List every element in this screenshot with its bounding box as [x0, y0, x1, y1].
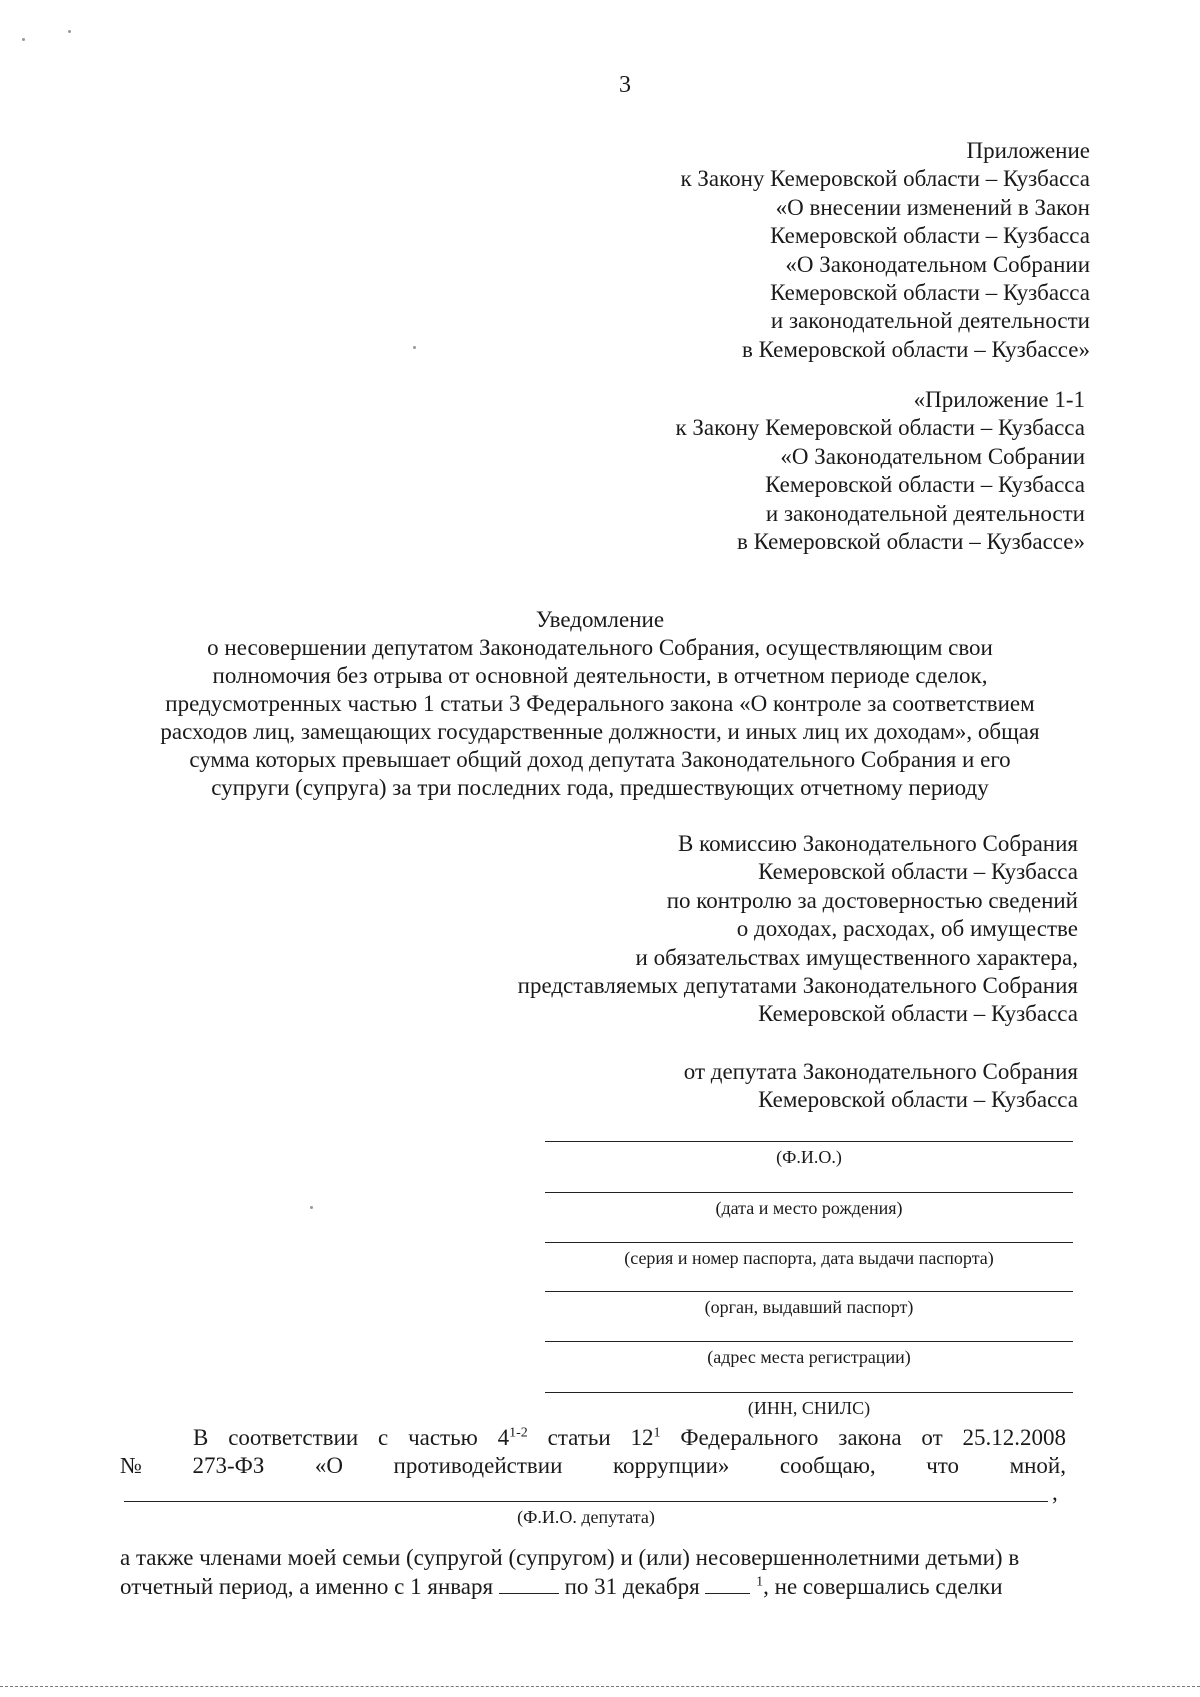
- article-superscript: 1: [653, 1425, 661, 1441]
- body-word: коррупции»: [612, 1453, 730, 1478]
- addressee-line: Кемеровской области – Кузбасса: [758, 1001, 1078, 1027]
- body-word: 273-ФЗ: [192, 1453, 265, 1478]
- deputy-field-comma: ,: [1052, 1480, 1058, 1505]
- addressee-commission: [518, 830, 1078, 1029]
- appendix-inner-header: [675, 386, 1085, 556]
- scan-speck: [68, 30, 71, 33]
- part-number: 4: [497, 1425, 510, 1450]
- passport-issuer-field-label: (орган, выдавший паспорт): [704, 1297, 914, 1317]
- body-word: противодействии: [393, 1453, 563, 1478]
- scan-speck: [413, 346, 416, 349]
- fio-field-label: (Ф.И.О.): [776, 1147, 842, 1167]
- fio-field[interactable]: [545, 1141, 1073, 1168]
- addressee-line: В комиссию Законодательного Собрания: [678, 831, 1078, 856]
- body-text: по 31 декабря: [564, 1574, 700, 1599]
- notice-title: [130, 606, 1070, 802]
- page-number: 3: [619, 72, 631, 98]
- body-word: мной,: [1009, 1453, 1066, 1478]
- year-blank-start[interactable]: [499, 1573, 559, 1594]
- scan-edge-line: [0, 1686, 1200, 1687]
- body-word: статьи: [547, 1425, 611, 1450]
- scan-speck: [310, 1206, 313, 1209]
- address-field-label: (адрес места регистрации): [707, 1347, 911, 1367]
- notice-title-line: о несовершении депутатом Законодательного Собрания, осуществляющим свои: [207, 635, 993, 660]
- body-text: отчетный период, а именно с 1 января: [120, 1574, 494, 1599]
- appendix-line: Кемеровской области – Кузбасса: [770, 223, 1090, 249]
- deputy-name-field[interactable]: [124, 1501, 1048, 1528]
- appendix-header: [680, 137, 1090, 364]
- footnote-marker: 1: [756, 1574, 764, 1590]
- body-word: закона: [838, 1425, 902, 1450]
- part-superscript: 1-2: [509, 1425, 528, 1441]
- deputy-name-label: (Ф.И.О. депутата): [517, 1507, 655, 1527]
- addressee-line: по контролю за достоверностью сведений: [666, 887, 1078, 913]
- notice-title-line: супруги (супруга) за три последних года, предшествующих отчетному периоду: [211, 775, 989, 800]
- body-word: соответствии: [228, 1425, 359, 1450]
- appendix-inner-line: к Закону Кемеровской области – Кузбасса: [675, 415, 1085, 441]
- body-word: №: [120, 1453, 142, 1478]
- scan-speck: [22, 38, 25, 41]
- body-word: от: [921, 1425, 943, 1450]
- appendix-inner-line: «О Законодательном Собрании: [780, 443, 1085, 469]
- appendix-line: и законодательной деятельности: [770, 308, 1090, 334]
- body-word: частью: [408, 1425, 478, 1450]
- sender-line: Кемеровской области – Кузбасса: [758, 1087, 1078, 1113]
- birth-field-label: (дата и место рождения): [715, 1198, 903, 1218]
- notice-title-line: сумма которых превышает общий доход депутата Законодательного Собрания и его: [189, 747, 1011, 772]
- body-word: Федерального: [680, 1425, 819, 1450]
- body-word: сообщаю,: [779, 1453, 876, 1478]
- notice-title-line: предусмотренных частью 1 статьи 3 Федерального закона «О контроле за соответствием: [165, 691, 1035, 716]
- appendix-line: к Закону Кемеровской области – Кузбасса: [680, 166, 1090, 192]
- appendix-line: Приложение: [966, 138, 1090, 163]
- body-word: 25.12.2008: [962, 1425, 1066, 1450]
- addressee-line: и обязательствах имущественного характера,: [635, 944, 1078, 970]
- address-field[interactable]: [545, 1341, 1073, 1368]
- appendix-line: в Кемеровской области – Кузбассе»: [742, 336, 1090, 362]
- notice-title-line: полномочия без отрыва от основной деятельности, в отчетном периоде сделок,: [212, 663, 988, 688]
- body-word: «О: [314, 1453, 343, 1478]
- notice-title-line: расходов лиц, замещающих государственные должности, и иных лиц их доходам», общая: [160, 719, 1040, 744]
- sender-line: от депутата Законодательного Собрания: [683, 1059, 1078, 1084]
- appendix-line: Кемеровской области – Кузбасса: [770, 280, 1090, 306]
- body-word: что: [926, 1453, 960, 1478]
- year-blank-end[interactable]: [705, 1573, 750, 1594]
- appendix-line: «О Законодательном Собрании: [785, 251, 1090, 277]
- addressee-line: о доходах, расходах, об имуществе: [736, 916, 1078, 942]
- appendix-inner-line: и законодательной деятельности: [765, 500, 1085, 526]
- body-word: с: [378, 1425, 389, 1450]
- article-reference: [631, 1424, 661, 1452]
- body-text: , не совершались сделки: [763, 1574, 1003, 1599]
- body-line-1: [120, 1424, 1066, 1452]
- addressee-line: Кемеровской области – Кузбасса: [758, 859, 1078, 885]
- passport-issuer-field[interactable]: [545, 1291, 1073, 1318]
- body-line-2: [120, 1452, 1066, 1480]
- passport-field[interactable]: [545, 1242, 1073, 1269]
- inn-snils-field-label: (ИНН, СНИЛС): [747, 1398, 871, 1418]
- part-reference: [498, 1424, 528, 1452]
- notice-heading: Уведомление: [535, 607, 665, 632]
- body-word: В: [193, 1425, 209, 1450]
- body-line-4: [120, 1573, 1066, 1601]
- article-number: 12: [630, 1425, 654, 1450]
- sender-block: [684, 1058, 1078, 1115]
- body-line-3: а также членами моей семьи (супругой (супругом) и (или) несовершеннолетними детьми) в: [120, 1545, 1020, 1570]
- addressee-line: представляемых депутатами Законодательного Собрания: [517, 973, 1078, 999]
- passport-field-label: (серия и номер паспорта, дата выдачи паспорта): [624, 1248, 994, 1268]
- appendix-inner-line: «Приложение 1-1: [913, 387, 1085, 412]
- appendix-inner-line: Кемеровской области – Кузбасса: [765, 472, 1085, 498]
- appendix-line: «О внесении изменений в Закон: [775, 194, 1090, 220]
- birth-field[interactable]: [545, 1192, 1073, 1219]
- inn-snils-field[interactable]: [545, 1392, 1073, 1419]
- appendix-inner-line: в Кемеровской области – Кузбассе»: [737, 529, 1085, 555]
